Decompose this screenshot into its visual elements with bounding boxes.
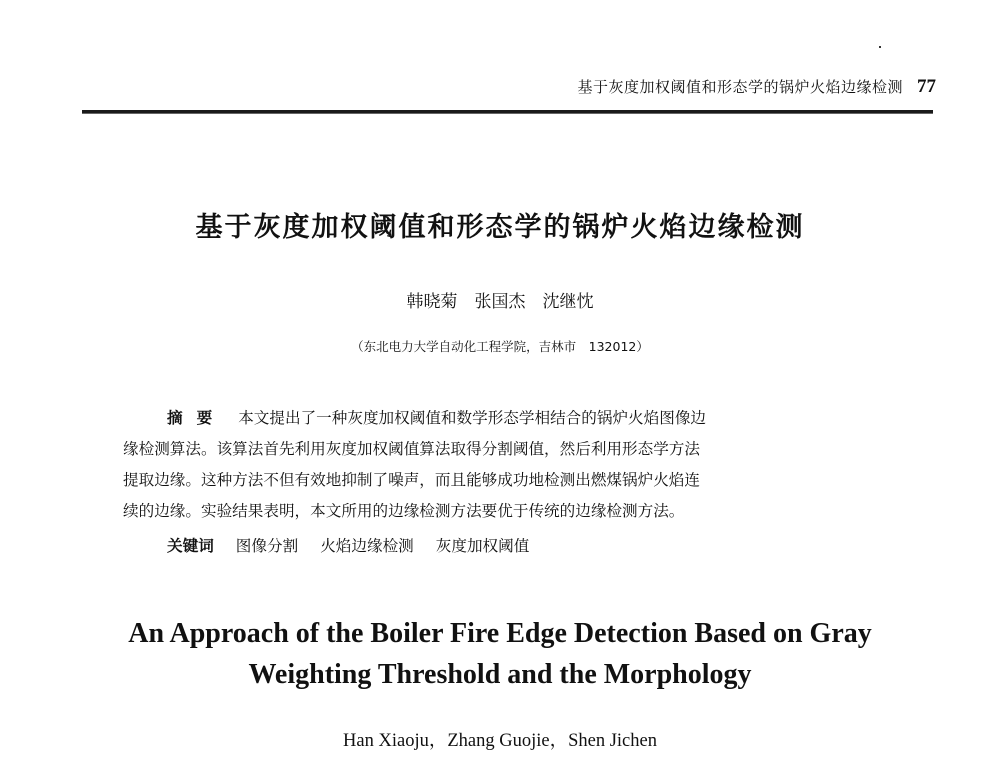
- english-authors: Han Xiaoju，Zhang Guojie，Shen Jichen: [343, 731, 657, 751]
- keywords-label: 关键词: [167, 537, 214, 555]
- abstract-label: 摘要: [167, 409, 227, 427]
- chinese-authors: 韩晓菊 张国杰 沈继忱: [406, 292, 594, 312]
- abstract-line-3: 提取边缘。这种方法不但有效地抑制了噪声，而且能够成功地检测出燃煤锅炉火焰连: [123, 471, 700, 489]
- abstract-line-2: 缘检测算法。该算法首先利用灰度加权阈值算法取得分割阈值，然后利用形态学方法: [123, 440, 700, 458]
- header-rule: [82, 110, 933, 114]
- chinese-title: 基于灰度加权阈值和形态学的锅炉火焰边缘检测: [195, 212, 805, 243]
- english-title: [0, 613, 1000, 695]
- abstract-line-1: [123, 403, 861, 434]
- keyword-item: 图像分割: [235, 537, 299, 555]
- abstract-line-4: 续的边缘。实验结果表明，本文所用的边缘检测方法要优于传统的边缘检测方法。: [123, 502, 685, 520]
- abstract: [123, 403, 861, 527]
- chinese-affiliation: （东北电力大学自动化工程学院，吉林市 132012）: [351, 339, 649, 354]
- running-head: [577, 76, 936, 98]
- scan-speck: [879, 46, 881, 48]
- keyword-item: 火焰边缘检测: [320, 537, 414, 555]
- english-title-line-2: Weighting Threshold and the Morphology: [248, 659, 752, 690]
- keywords: [167, 534, 529, 556]
- keyword-item: 灰度加权阈值: [435, 537, 530, 555]
- page-number: 77: [917, 76, 936, 97]
- english-title-line-1: An Approach of the Boiler Fire Edge Detection Based on Gray: [128, 618, 872, 649]
- running-head-title: 基于灰度加权阈值和形态学的锅炉火焰边缘检测: [577, 78, 903, 96]
- abstract-text-1: 本文提出了一种灰度加权阈值和数学形态学相结合的锅炉火焰图像边: [238, 409, 707, 427]
